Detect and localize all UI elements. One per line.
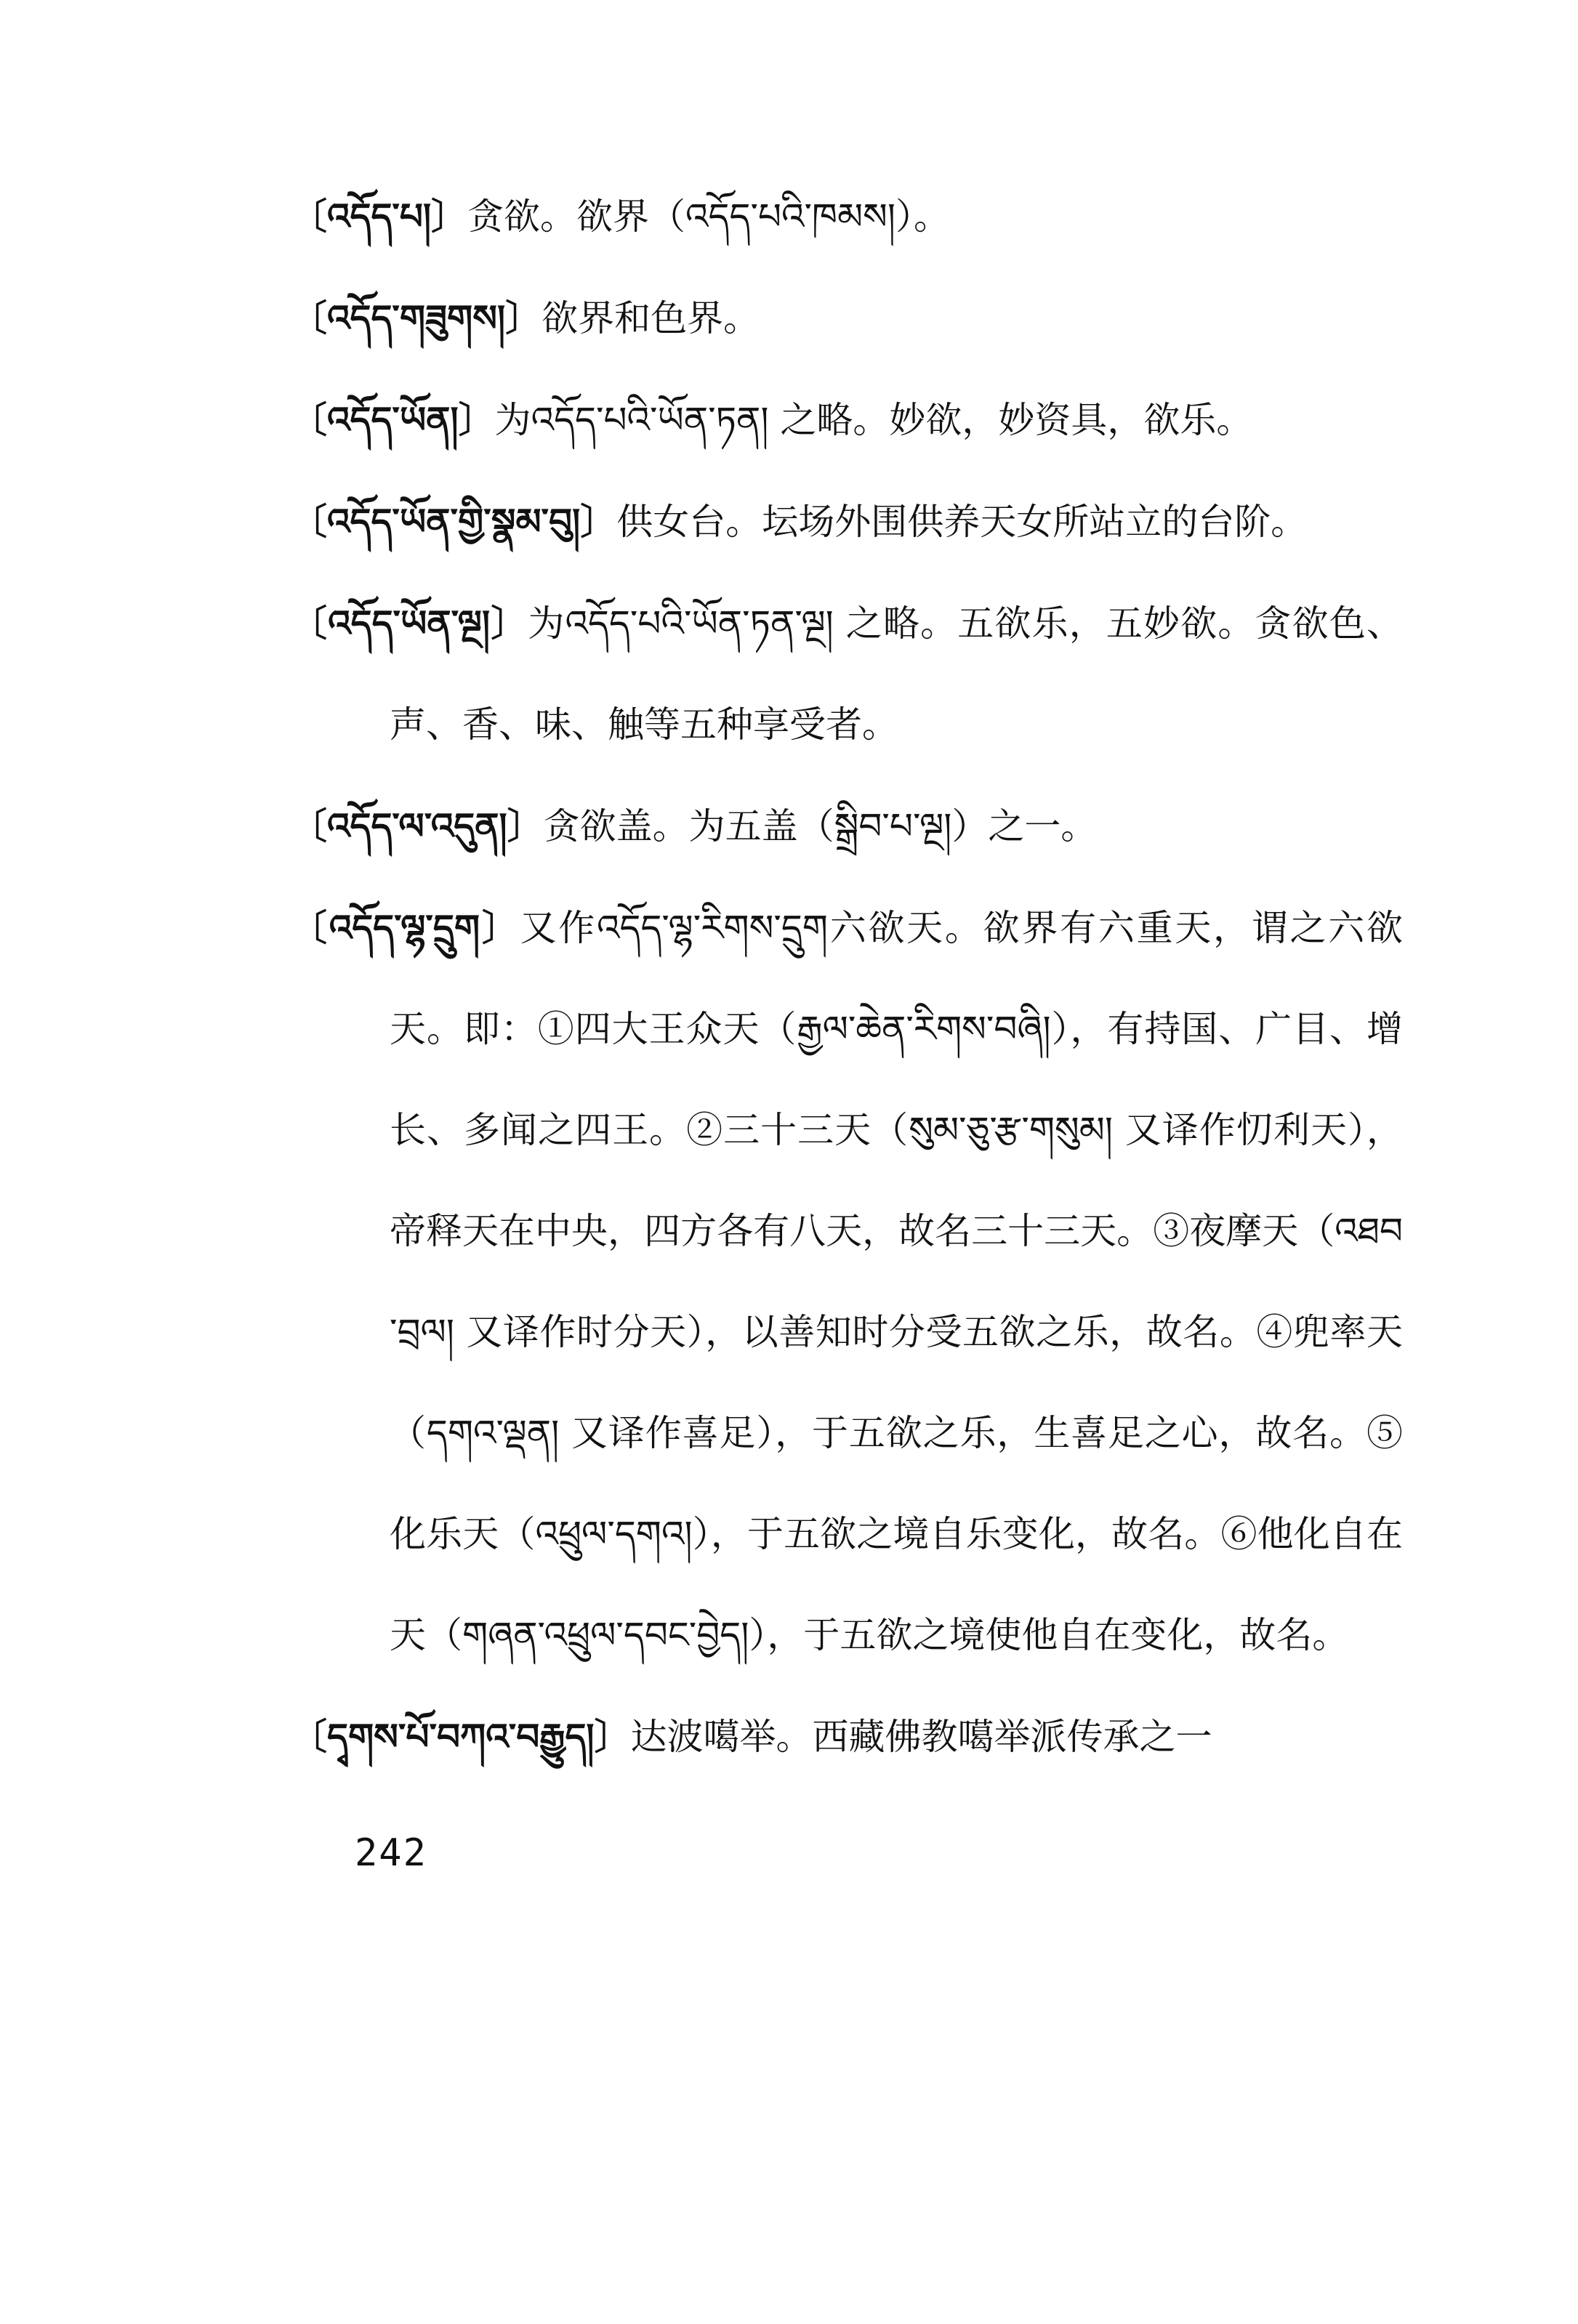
entry-gloss: 为འདོད་པའི་ཡོན་ཏན་ལྔ། 之略。五欲乐，五妙欲。贪欲色、声、香、味、触等五种享受者。: [390, 602, 1403, 746]
entry-gloss: 欲界和色界。: [542, 297, 760, 339]
entry-headword: 〔འདོད་གཟུགས།〕: [291, 296, 542, 339]
entry-gloss: 贪欲盖。为五盖（སྒྲིབ་པ་ལྔ།）之一。: [543, 805, 1098, 847]
entry-headword: 〔འདོད་ལྷ་དྲུག〕: [291, 906, 520, 949]
entry-gloss: 又作འདོད་ལྷ་རིགས་དྲུག六欲天。欲界有六重天，谓之六欲天。即：①四大王众天（རྒྱལ་ཆེན་རིགས་བཞི།），有持国、广目、增长、多闻之四王。②三十三天（སུམ་ཅུ་རྩ་གསུམ། 又译作忉利天），帝释天在中央，四方各有八天，故名三十三天。③夜摩天（འཐབ་བྲལ། 又译作时分天），以善知时分受五欲之乐，故名。④兜率天（དགའ་ལྡན། 又译作喜足），于五欲之乐，生喜足之心，故名。⑤化乐天（འཕྲུལ་དགའ།），于五欲之境自乐变化，故名。⑥他化自在天（གཞན་འཕྲུལ་དབང་བྱེད།），于五欲之境使他自在变化，故名。: [390, 907, 1403, 1656]
dictionary-entry: [291, 1686, 1403, 1788]
entry-gloss: 供女台。坛场外围供养天女所站立的台阶。: [616, 501, 1308, 543]
entry-headword: 〔དྭགས་པོ་བཀའ་བརྒྱུད།〕: [291, 1715, 631, 1758]
entry-headword: 〔འདོད་ཡོན་ལྔ།〕: [291, 602, 528, 645]
dictionary-entry: [291, 166, 1403, 267]
dictionary-entry: [291, 267, 1403, 369]
entry-headword: 〔འདོད་པ།〕: [291, 195, 468, 238]
dictionary-entry: [291, 877, 1403, 1686]
entry-gloss: 达波噶举。西藏佛教噶举派传承之一: [630, 1716, 1212, 1758]
entry-gloss: 贪欲。欲界（འདོད་པའི་ཁམས།）。: [467, 195, 950, 238]
dictionary-entry: [291, 471, 1403, 573]
entry-headword: 〔འདོད་ཡོན།〕: [291, 398, 495, 441]
dictionary-entry: [291, 775, 1403, 877]
entry-gloss: 为འདོད་པའི་ཡོན་ཏན། 之略。妙欲，妙资具，欲乐。: [494, 399, 1253, 441]
entry-headword: 〔འདོད་ལ་འདུན།〕: [291, 804, 544, 847]
entry-headword: 〔འདོད་ཡོན་གྱི་སྣམ་བུ།〕: [291, 500, 617, 543]
dictionary-entry: [291, 573, 1403, 775]
entry-list: [291, 166, 1403, 1788]
dictionary-entry: [291, 369, 1403, 471]
page-number: 242: [355, 1831, 427, 1875]
